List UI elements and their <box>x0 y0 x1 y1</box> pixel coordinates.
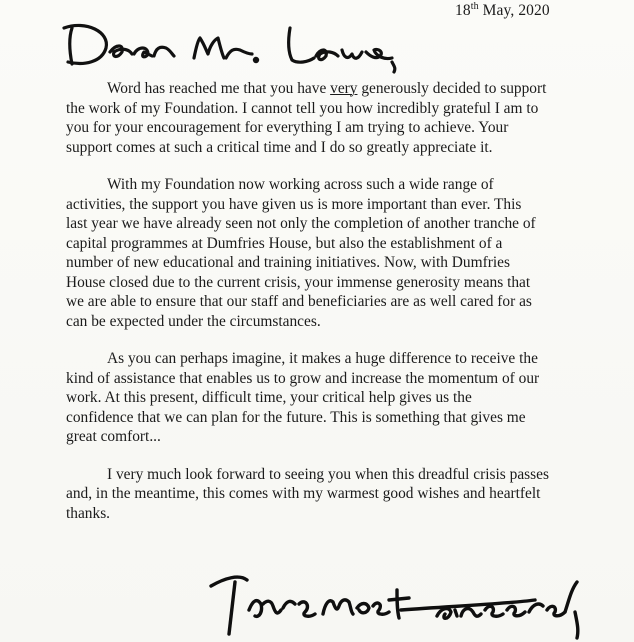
signature-handwriting <box>205 570 600 640</box>
paragraph-1 <box>66 79 596 157</box>
salutation-handwriting <box>58 14 418 74</box>
paragraph-line: last year we have already seen not only the completion of another tranche of <box>66 215 536 232</box>
date-day: 18 <box>455 2 471 19</box>
paragraph-line: capital programmes at Dumfries House, but also the establishment of a <box>66 234 503 252</box>
paragraph-line: House closed due to the current crisis, your immense generosity means that <box>66 273 531 291</box>
paragraph-line: thanks. <box>66 504 111 522</box>
paragraph-line: great comfort... <box>66 428 161 445</box>
paragraph-line: kind of assistance that enables us to grow and increase the momentum of our <box>66 369 540 387</box>
paragraph-line: support comes at such a critical time and I do so greatly appreciate it. <box>66 138 493 156</box>
date-suffix: th <box>470 1 479 12</box>
letter-body <box>66 79 596 541</box>
date-month-year: May, 2020 <box>478 2 550 19</box>
paragraph-2 <box>66 175 596 331</box>
handwritten-signature <box>205 570 600 640</box>
paragraph-4 <box>66 465 596 524</box>
line-text: generously decided to support <box>357 80 547 97</box>
line-text: As you can perhaps imagine, it makes a huge difference to receive the <box>107 350 538 367</box>
paragraph-line <box>66 349 596 369</box>
paragraph-line <box>66 465 596 485</box>
paragraph-line: you for your encouragement for everything I am trying to achieve. Your <box>66 119 509 136</box>
paragraph-line <box>66 175 596 195</box>
letter-date <box>455 2 550 20</box>
paragraph-line: can be expected under the circumstances. <box>66 312 321 330</box>
line-text: I very much look forward to seeing you when this dreadful crisis passes <box>107 465 549 483</box>
underlined-word: very <box>330 80 358 97</box>
paragraph-line: the work of my Foundation. I cannot tell you how incredibly grateful I am to <box>66 99 539 117</box>
paragraph-line: and, in the meantime, this comes with my warmest good wishes and heartfelt <box>66 485 541 502</box>
paragraph-line: confidence that we can plan for the future. This is something that gives me <box>66 408 526 426</box>
line-text: With my Foundation now working across such a wide range of <box>107 176 494 193</box>
line-text: Word has reached me that you have <box>107 80 331 97</box>
paragraph-line <box>66 79 596 99</box>
paragraph-3 <box>66 349 596 447</box>
handwritten-salutation <box>58 14 418 74</box>
paragraph-line: number of new educational and training initiatives. Now, with Dumfries <box>66 254 510 271</box>
paragraph-line: work. At this present, difficult time, your critical help gives us the <box>66 389 472 406</box>
paragraph-line: activities, the support you have given us is more important than ever. This <box>66 195 522 213</box>
paragraph-line: we are able to ensure that our staff and beneficiaries are as well cared for as <box>66 293 532 310</box>
